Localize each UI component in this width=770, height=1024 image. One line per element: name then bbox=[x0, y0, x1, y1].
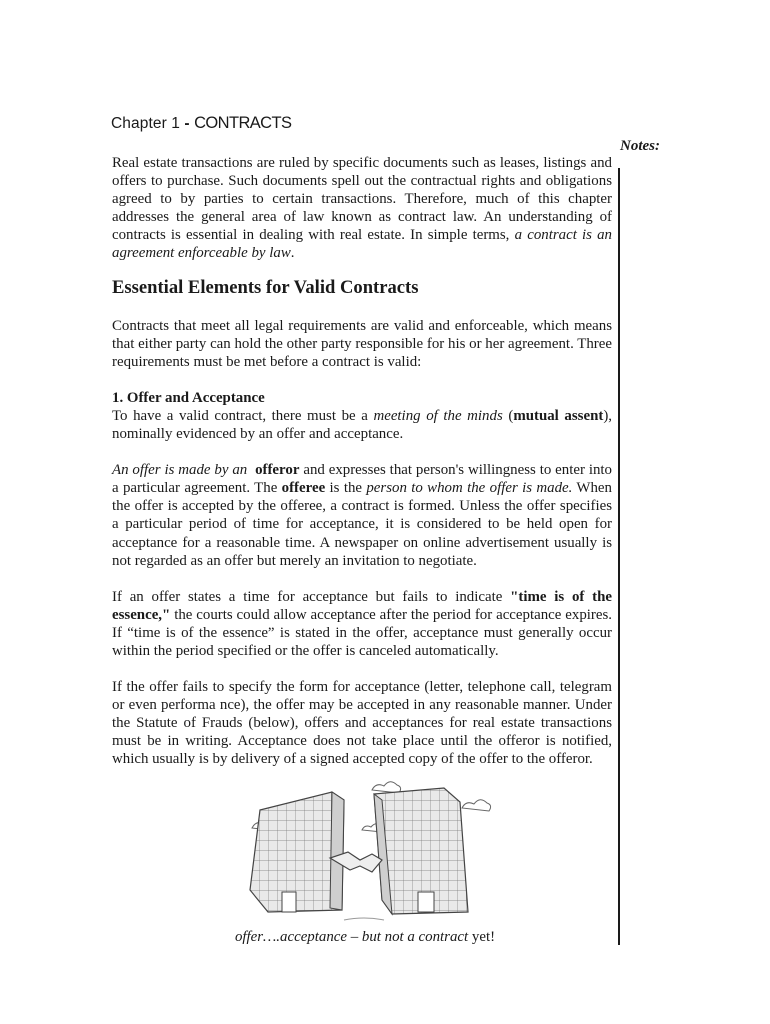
subsection-heading: 1. Offer and Acceptance bbox=[112, 389, 265, 406]
intro-end: . bbox=[290, 245, 295, 262]
intro-paragraph bbox=[112, 154, 612, 263]
handshake-buildings-illustration bbox=[232, 780, 492, 925]
cloud-icon bbox=[462, 800, 491, 811]
chapter-title bbox=[111, 114, 291, 133]
text-italic: person to whom the offer is made. bbox=[366, 480, 573, 497]
cloud-icon bbox=[372, 782, 401, 793]
text-bold: mutual assent bbox=[513, 407, 604, 424]
text-italic: meeting of the minds bbox=[373, 407, 503, 424]
text-run: the courts could allow acceptance after the period for acceptance expires. If “time is of the essence” is stated in the offer, acceptance must generally occur within the period specified or the offer is canceled automatically. bbox=[112, 606, 612, 659]
chapter-name: CONTRACTS bbox=[194, 114, 292, 132]
term-offeree: offeree bbox=[281, 480, 326, 497]
intro-text: Real estate transactions are ruled by specific documents such as leases, listings and offers to purchase. Such documents spell out the contractual rights and obligations agreed to by parties to certain transactions. Therefore, much of this chapter addresses the general area of law known as contract law. An understanding of contracts is essential in dealing with real estate. In simple terms, bbox=[112, 155, 612, 244]
text-run: If an offer states a time for acceptance but fails to indicate bbox=[112, 588, 511, 605]
text-run: To have a valid contract, there must be a bbox=[112, 407, 374, 424]
section-intro: Contracts that meet all legal requirements are valid and enforceable, which means that either party can hold the other party responsible for his or her agreement. Three requirements must be met before a contract is valid: bbox=[112, 317, 612, 370]
chapter-label: Chapter 1 bbox=[111, 115, 180, 132]
notes-divider bbox=[618, 168, 620, 945]
text-run: When the offer is accepted by the offeree, a contract is formed. Unless the offer specifies a particular period of time for acceptance, it is considered to be held open for acceptance for a reasonable time. A newspaper on online advertisement usually is not regarded as an offer but merely an invitation to negotiate. bbox=[112, 480, 612, 569]
section-heading: Essential Elements for Valid Contracts bbox=[112, 276, 419, 298]
notes-label: Notes: bbox=[620, 138, 660, 154]
text-run: is the bbox=[325, 480, 367, 497]
paragraph-offeror bbox=[112, 461, 612, 570]
body-column bbox=[112, 154, 612, 769]
paragraph-time-essence bbox=[112, 588, 612, 660]
paragraph-form-acceptance: If the offer fails to specify the form for acceptance (letter, telephone call, telegram or even performa nce), the offer may be accepted in any reasonable manner. Under the Statute of Frauds (below), offers and acceptances for real estate transactions must be in writing. Acceptance does not take place until the offeror is notified, which usually is by delivery of a signed accepted copy of the offer to the offeror. bbox=[112, 679, 612, 768]
text-run: and expresses that person's willingness to enter into a particular agreement. The bbox=[112, 462, 612, 497]
term-offeror: offeror bbox=[255, 462, 300, 479]
contract-definition: a contract is an agreement enforceable by law bbox=[112, 227, 613, 262]
figure-caption bbox=[230, 929, 500, 946]
caption-italic: offer….acceptance – but not a contract bbox=[234, 929, 469, 945]
caption-end: yet! bbox=[468, 929, 496, 945]
term-time-of-essence: "time is of the essence," bbox=[112, 588, 612, 623]
chapter-dash: - bbox=[184, 115, 190, 132]
text-italic: An offer is made by an bbox=[112, 462, 248, 479]
text-run: ), nominally evidenced by an offer and acceptance. bbox=[112, 407, 612, 443]
text-run: ( bbox=[502, 407, 514, 424]
paragraph-mutual-assent bbox=[112, 407, 612, 443]
